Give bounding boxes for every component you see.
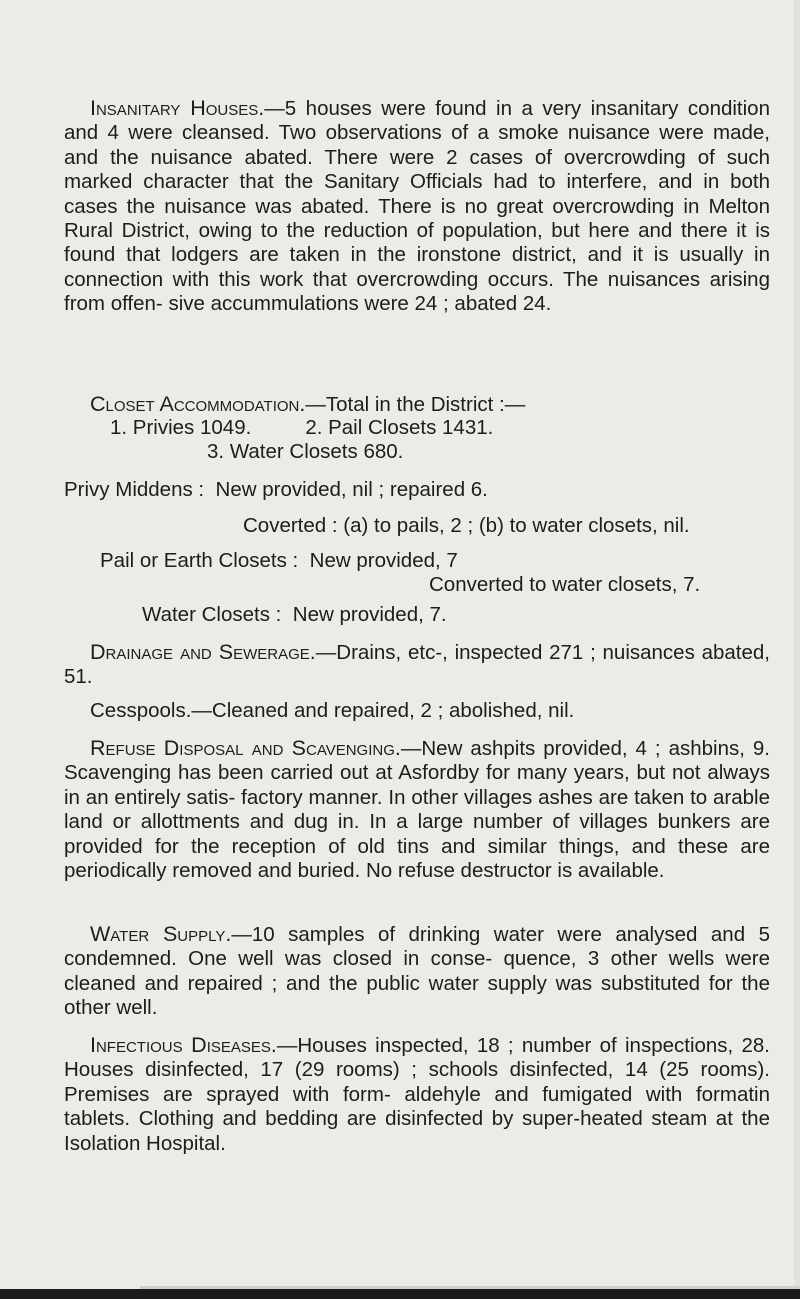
pail-earth-new: New provided, 7 bbox=[309, 549, 458, 572]
drainage-text: —Drains, etc-, inspected 271 ; nuisances abated, 51. bbox=[64, 641, 770, 689]
bottom-border bbox=[0, 1289, 800, 1299]
water-closets-label: Water Closets : bbox=[142, 603, 282, 626]
water-closets-text: New provided, 7. bbox=[292, 603, 447, 626]
water-supply-heading: Water Supply. bbox=[90, 922, 232, 946]
refuse-paragraph bbox=[64, 736, 770, 883]
closet-items-line bbox=[110, 416, 800, 440]
insanitary-houses-text: —5 houses were found in a very insanitary condition and 4 were cleansed. Two observations of a smoke nuisance were made, and the nuisance abated. There were 2 cases of overcrowding of such marked character that the Sanitary Officials had to interfere, and in both cases the nuisance was abated. There is no great overcrowding in Melton Rural District, owing to the reduction of population, but here and there it is found that lodgers are taken in the ironstone district, and it is usually in connection with this work that overcrowding occurs. The nuisances arising from offen- sive accummulations were 24 ; abated 24. bbox=[64, 97, 770, 316]
pail-earth-line bbox=[100, 549, 800, 573]
closet-accommodation-line bbox=[90, 392, 796, 417]
closet-accommodation-heading: Closet Accommodation. bbox=[90, 392, 306, 416]
coverted-line: Coverted : (a) to pails, 2 ; (b) to water closets, nil. bbox=[243, 514, 690, 537]
insanitary-houses-heading: Insanitary Houses. bbox=[90, 96, 265, 120]
pail-earth-converted: Converted to water closets, 7. bbox=[429, 573, 701, 596]
insanitary-houses-paragraph bbox=[64, 96, 770, 317]
drainage-paragraph bbox=[64, 640, 770, 690]
infectious-diseases-text: —Houses inspected, 18 ; number of inspections, 28. Houses disinfected, 17 (29 rooms) ; schools disinfected, 14 (25 rooms). Premises are sprayed with form- aldehyle and fumigated with formatin tablets. Clothing and bedding are disinfected by super-heated steam at the Isolation Hospital. bbox=[64, 1034, 770, 1155]
privies-count: 1. Privies 1049. bbox=[110, 416, 252, 439]
pail-earth-label: Pail or Earth Closets : bbox=[100, 549, 299, 572]
closet-accommodation-text: —Total in the District :— bbox=[305, 393, 526, 416]
privy-middens-text: New provided, nil ; repaired 6. bbox=[215, 478, 488, 501]
privy-middens-line bbox=[64, 478, 770, 502]
infectious-diseases-paragraph bbox=[64, 1033, 770, 1156]
water-closets-line bbox=[142, 603, 800, 627]
pail-closets-count: 2. Pail Closets 1431. bbox=[305, 416, 494, 439]
refuse-text: —New ashpits provided, 4 ; ashbins, 9. Scavenging has been carried out at Asfordby for many years, but not always in an entirely satis- factory manner. In other villages ashes are taken to arable land or allottments and dug in. In a large number of villages bunkers are provided for the reception of old tins and similar things, and these are periodically removed and buried. No refuse destructor is available. bbox=[64, 737, 770, 883]
page-edge bbox=[794, 0, 800, 1299]
privy-middens-label: Privy Middens : bbox=[64, 478, 205, 501]
water-closets-count: 3. Water Closets 680. bbox=[207, 440, 404, 463]
cesspools-line: Cesspools.—Cleaned and repaired, 2 ; abolished, nil. bbox=[90, 699, 575, 722]
drainage-heading: Drainage and Sewerage. bbox=[90, 640, 316, 664]
infectious-diseases-heading: Infectious Diseases. bbox=[90, 1033, 277, 1057]
water-supply-text: —10 samples of drinking water were analysed and 5 condemned. One well was closed in conse- quence, 3 other wells were cleaned and repaired ; and the public water supply was substituted for the other well. bbox=[64, 923, 770, 1020]
water-supply-paragraph bbox=[64, 922, 770, 1021]
refuse-heading: Refuse Disposal and Scavenging. bbox=[90, 736, 401, 760]
